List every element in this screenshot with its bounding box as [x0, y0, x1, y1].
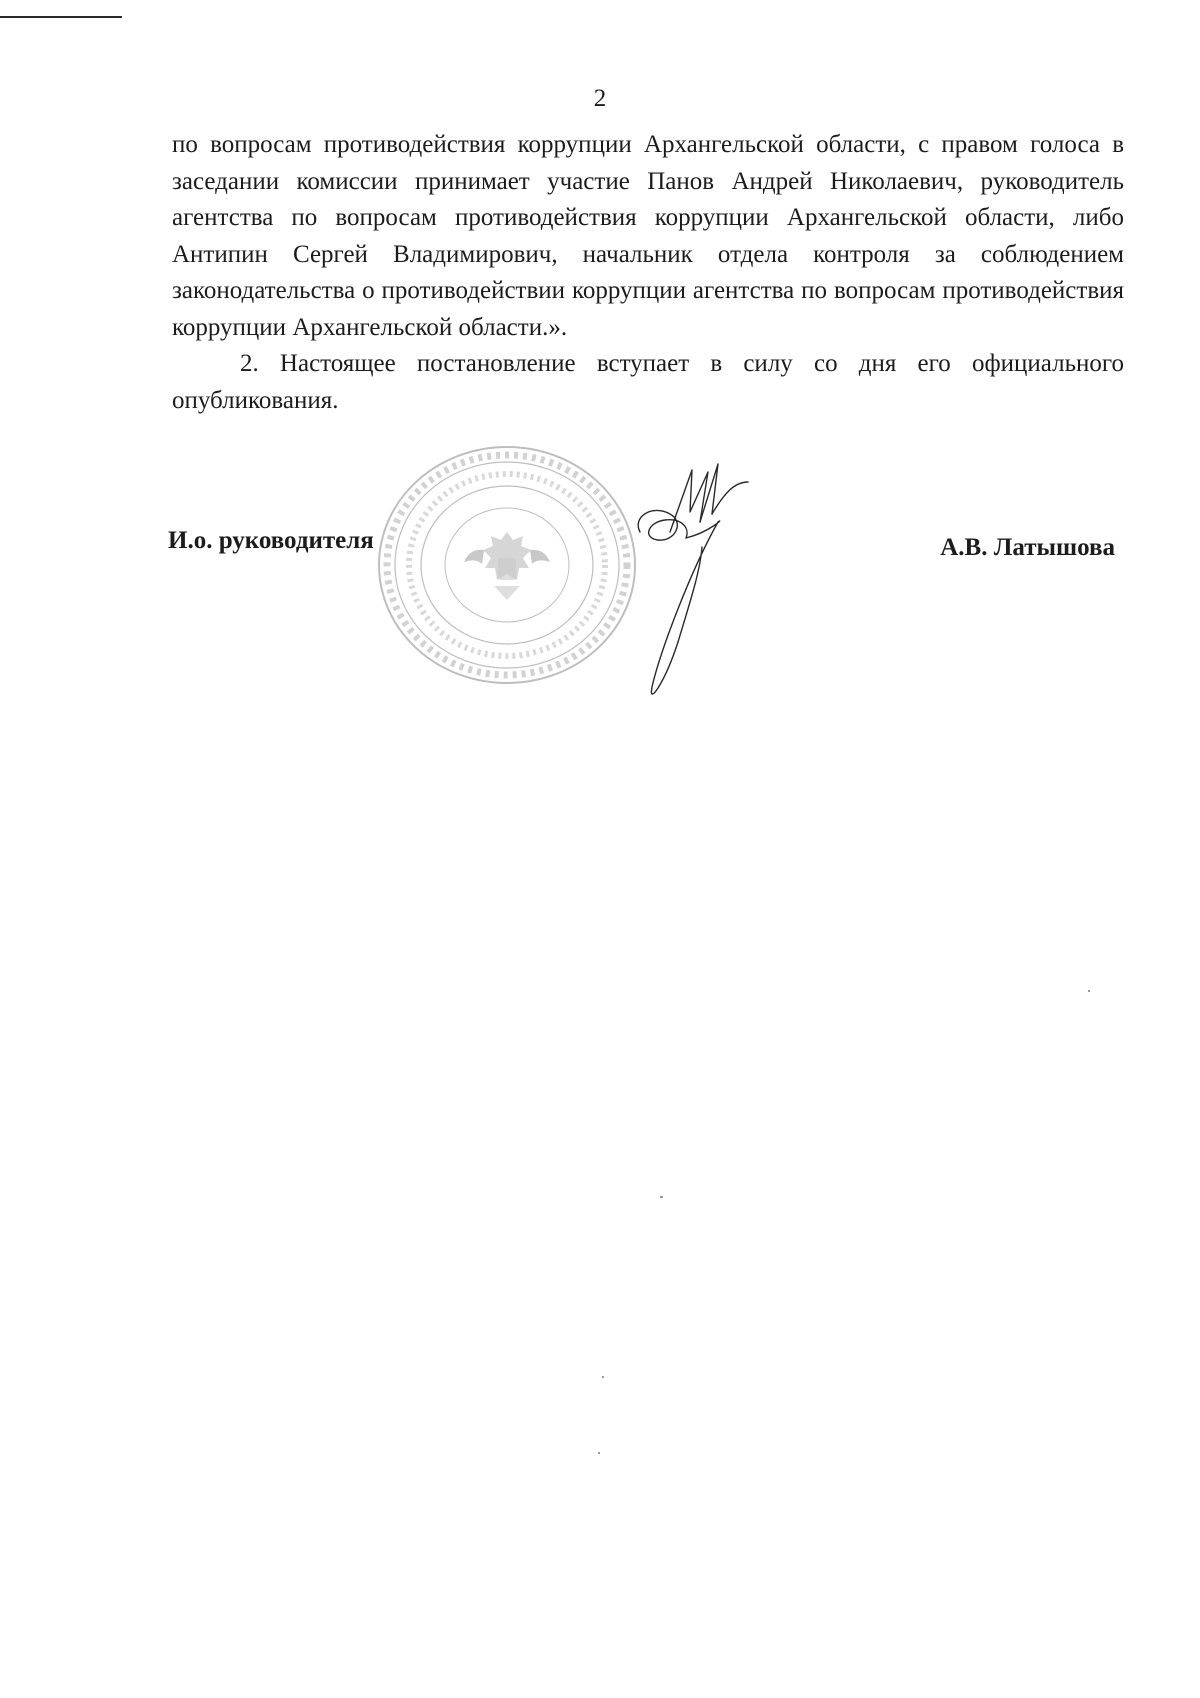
official-seal-icon	[372, 440, 642, 690]
scan-speck	[660, 1196, 663, 1198]
scan-speck	[1088, 990, 1090, 992]
page-number: 2	[593, 85, 607, 112]
scan-edge-mark	[0, 16, 122, 18]
document-body	[172, 127, 1124, 419]
scan-speck	[598, 1452, 600, 1454]
scan-speck	[602, 1376, 604, 1378]
signatory-position-title: И.о. руководителя	[168, 527, 374, 554]
signatory-name: А.В. Латышова	[940, 534, 1115, 561]
paragraph-effective-date: 2. Настоящее постановление вступает в силу со дня его официального опубликования.	[172, 350, 1124, 414]
paragraph-commission-participant: по вопросам противодействия коррупции Архангельской области, с правом голоса в заседании комиссии принимает участие Панов Андрей Николаевич, руководитель агентства по вопросам противодействия коррупции Архангельской области, либо Антипин Сергей Владимирович, начальник отдела контроля за соблюдением законодательства о противодействии коррупции агентства по вопросам противодействия коррупции Архангельской области.».	[172, 131, 1124, 341]
handwritten-signature-icon	[630, 462, 770, 702]
